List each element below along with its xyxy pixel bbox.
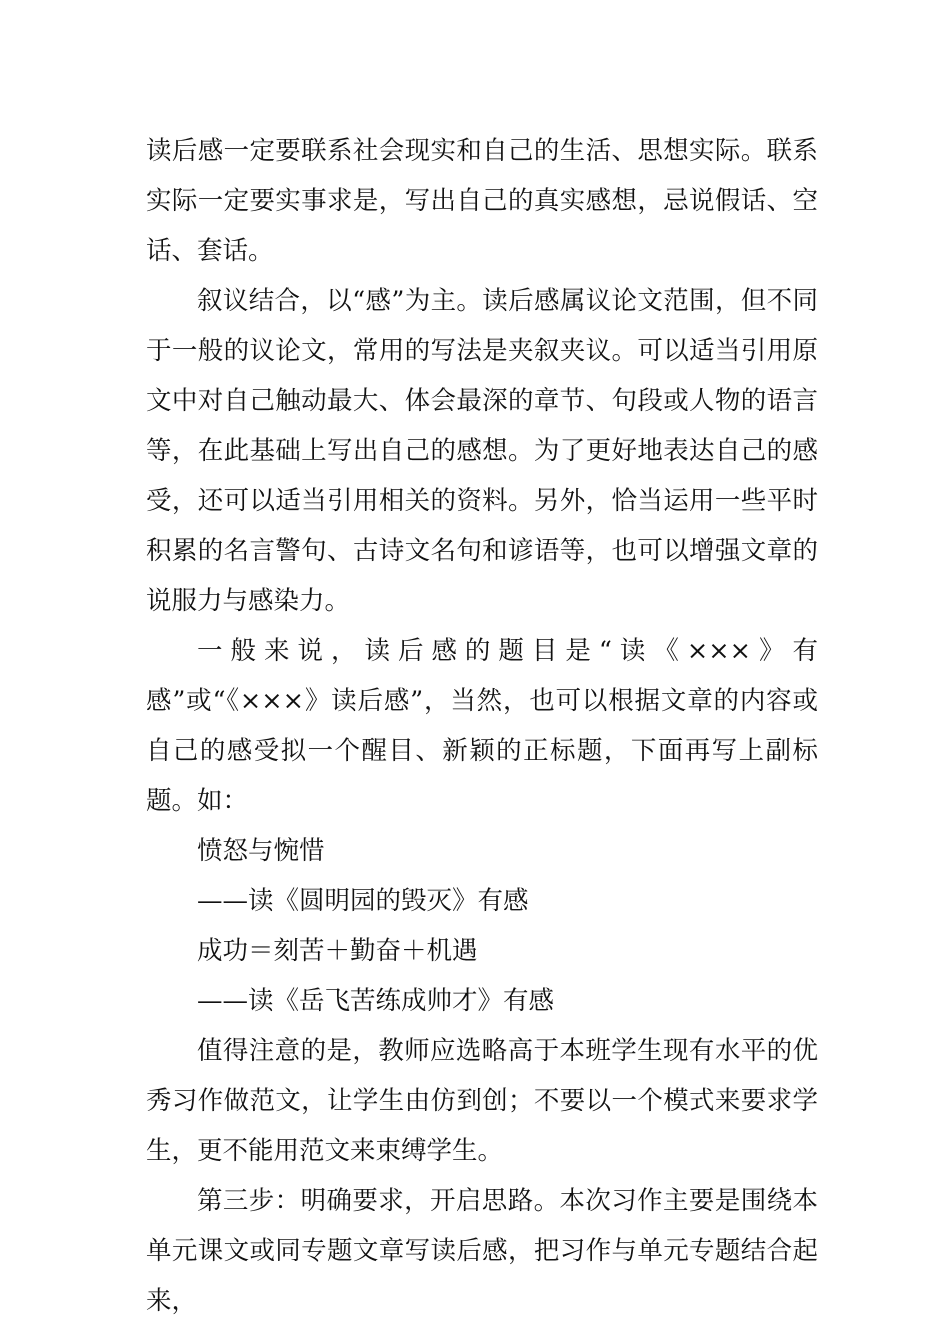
paragraph-teacher-note: 值得注意的是，教师应选略高于本班学生现有水平的优秀习作做范文，让学生由仿到创；不要以一个模式来要求学生，更不能用范文来束缚学生。 [146, 1036, 818, 1166]
paragraph-narration-argument: 叙议结合，以“感”为主。读后感属议论文范围，但不同于一般的议论文，常用的写法是夹叙夹议。可以适当引用原文中对自己触动最大、体会最深的章节、句段或人物的语言等，在此基础上写出自己的感想。为了更好地表达自己的感受，还可以适当引用相关的资料。另外，恰当运用一些平时积累的名言警句、古诗文名句和谚语等，也可以增强文章的说服力与感染力。 [146, 286, 818, 616]
document-body [146, 126, 818, 1326]
example-subtitle-2: ——读《岳飞苦练成帅才》有感 [197, 986, 555, 1016]
paragraph-title-format: 一般来说，读后感的题目是“读《×××》有感”或“《×××》读后感”，当然，也可以根据文章的内容或自己的感受拟一个醒目、新颖的正标题，下面再写上副标题。如： [146, 636, 818, 816]
example-subtitle-1: ——读《圆明园的毁灭》有感 [197, 886, 529, 916]
example-title-2: 成功＝刻苦＋勤奋＋机遇 [197, 936, 478, 966]
example-title-1: 愤怒与惋惜 [197, 836, 325, 866]
paragraph-step-three: 第三步：明确要求，开启思路。本次习作主要是围绕本单元课文或同专题文章写读后感，把习作与单元专题结合起来， [146, 1186, 818, 1316]
paragraph-continuation: 读后感一定要联系社会现实和自己的生活、思想实际。联系实际一定要实事求是，写出自己的真实感想，忌说假话、空话、套话。 [146, 136, 818, 266]
